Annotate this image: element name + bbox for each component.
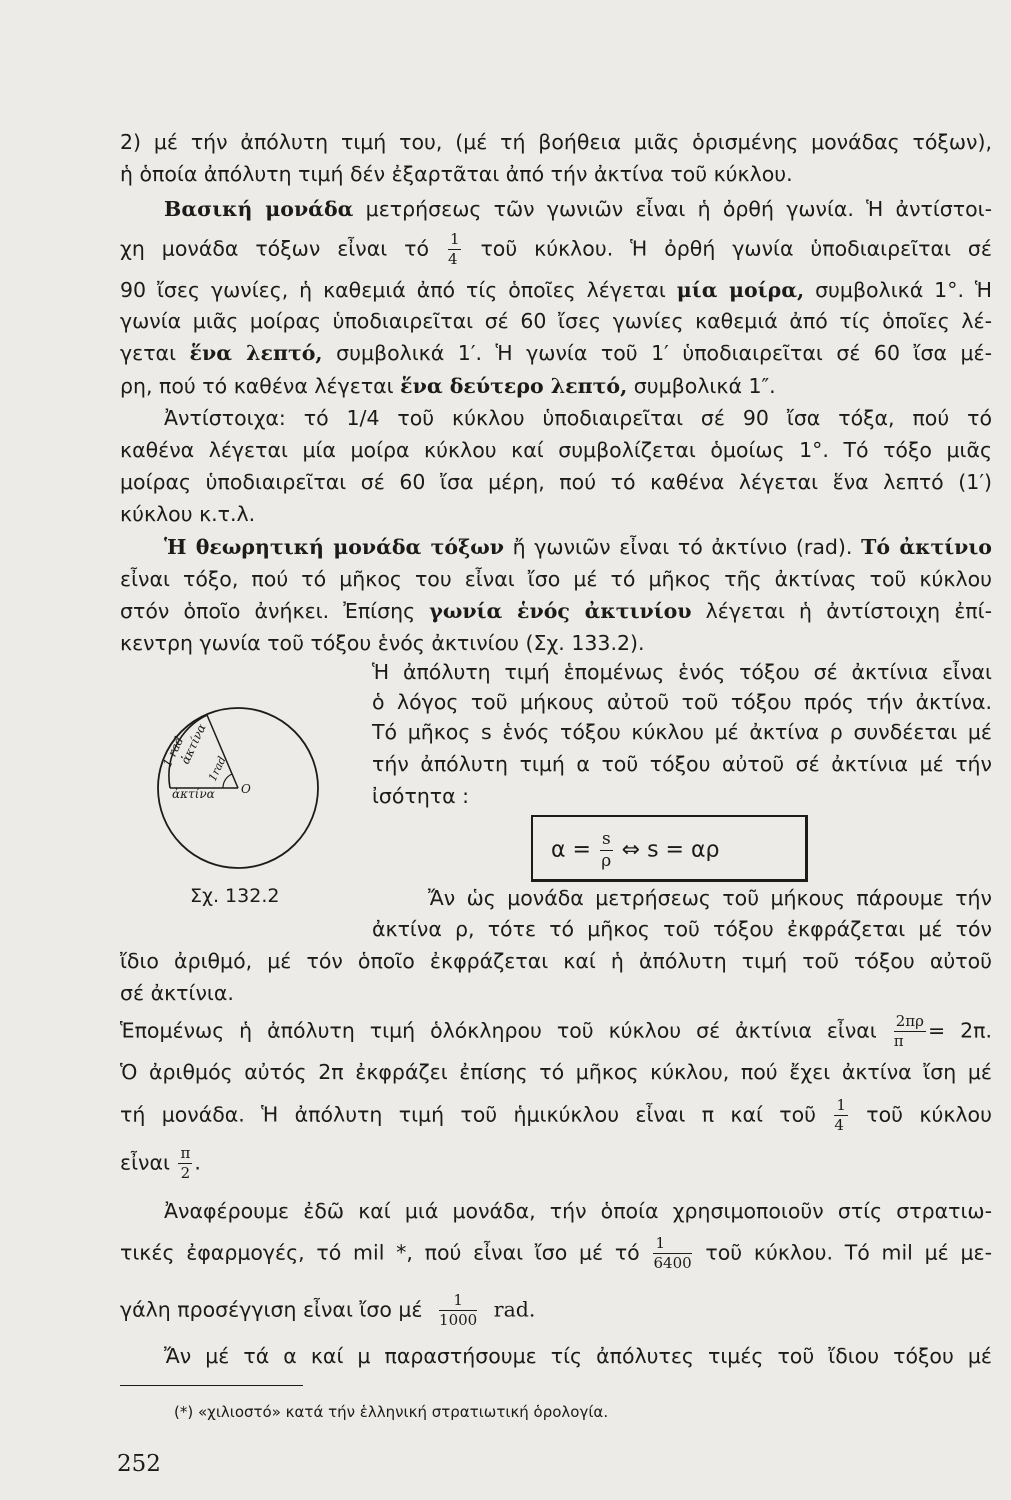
- text-span: ἤ γωνιῶν εἶναι τό ἀκτίνιο (rad).: [503, 535, 862, 559]
- formula-rhs: ⇔ s = αρ: [621, 837, 720, 863]
- text-line: [120, 195, 992, 223]
- text-line: 2) μέ τήν ἀπόλυτη τιμή του, (μέ τή βοήθεια μιᾶς ὁρισμένης μονάδας τόξων),: [120, 130, 992, 154]
- page-number: 252: [117, 1451, 161, 1477]
- text-line: Ὁ ἀριθμός αὐτός 2π ἐκφράζει ἐπίσης τό μῆκος κύκλου, πού ἔχει ἀκτίνα ἴση μέ: [120, 1060, 992, 1084]
- text-line: τήν ἀπόλυτη τιμή α τοῦ τόξου αὐτοῦ σέ ἀκτίνια μέ τήν: [372, 752, 992, 776]
- bold-term: μία μοίρα,: [676, 278, 805, 302]
- text-span: τοῦ κύκλου. Ἡ ὀρθή γωνία ὑποδιαιρεῖται σέ: [480, 236, 992, 261]
- bold-term: ἕνα λεπτό,: [189, 341, 323, 365]
- text-line: [120, 276, 992, 304]
- bold-term: γωνία ἑνός ἀκτινίου: [429, 599, 692, 623]
- text-span: τικές ἐφαρμογές, τό mil *, πού εἶναι ἴσο μέ τό: [120, 1240, 640, 1265]
- radian-circle-figure: [150, 700, 330, 880]
- text-span: .: [194, 1150, 201, 1175]
- text-line: [120, 1236, 992, 1271]
- text-line: ἴδιο ἀριθμό, μέ τόν ὁποῖο ἐκφράζεται καί ἡ ἀπόλυτη τιμή τοῦ τόξου αὐτοῦ: [120, 949, 992, 973]
- text-line: Ἀντίστοιχα: τό 1/4 τοῦ κύκλου ὑποδιαιρεῖται σέ 90 ἴσα τόξα, πού τό: [164, 406, 992, 430]
- text-span: ρη, πού τό καθένα λέγεται: [120, 374, 401, 398]
- fraction: $\frac{1}{6400}$: [653, 1234, 692, 1272]
- text-span: συμβολικά 1″.: [627, 374, 776, 398]
- text-span: συμβολικά 1°. Ἡ: [804, 278, 993, 302]
- rad-label-inner: 1rad: [205, 754, 229, 784]
- fraction: $\frac{1}{1000}$: [439, 1291, 478, 1329]
- text-line: εἶναι τόξο, πού τό μῆκος του εἶναι ἴσο μέ τό μῆκος τῆς ἀκτίνας τοῦ κύκλου: [120, 567, 992, 591]
- text-line: μοίρας ὑποδιαιρεῖται σέ 60 ἴσα μέρη, πού τό καθένα λέγεται ἕνα λεπτό (1′): [120, 470, 992, 494]
- fraction: $\frac{\pi}{2}$: [180, 1144, 191, 1182]
- text-span: στόν ὁποῖο ἀνήκει. Ἐπίσης: [120, 599, 430, 623]
- figure-caption: Σχ. 132.2: [190, 885, 280, 907]
- bold-term: ἕνα δεύτερο λεπτό,: [400, 374, 628, 398]
- footnote: (*) «χιλιοστό» κατά τήν ἑλληνική στρατιωτική ὁρολογία.: [174, 1403, 609, 1421]
- rad-label-outer: 1 rad: [160, 734, 187, 770]
- text-span: γάλη προσέγγιση εἶναι ἴσο μέ: [120, 1297, 423, 1322]
- formula-fraction: $\frac{s}{\rho}$: [601, 829, 612, 871]
- text-span: rad.: [493, 1297, 536, 1322]
- text-span: τοῦ κύκλου: [866, 1102, 992, 1127]
- angle-mark: [223, 774, 232, 788]
- text-span: τοῦ κύκλου. Τό mil μέ με-: [705, 1240, 992, 1265]
- text-span: εἶναι: [120, 1150, 170, 1175]
- text-span: μετρήσεως τῶν γωνιῶν εἶναι ἡ ὀρθή γωνία. Ἡ ἀντίστοι-: [353, 197, 993, 221]
- text-line: ἡ ὁποία ἀπόλυτη τιμή δέν ἐξαρτᾶται ἀπό τήν ἀκτίνα τοῦ κύκλου.: [120, 162, 793, 186]
- formula-box: [531, 815, 808, 882]
- text-line: [120, 232, 992, 267]
- text-line: ὁ λόγος τοῦ μήκους αὐτοῦ τοῦ τόξου πρός τήν ἀκτίνα.: [372, 690, 992, 714]
- text-line: σέ ἀκτίνια.: [120, 981, 234, 1005]
- center-label: O: [241, 782, 251, 796]
- text-line: κύκλου κ.τ.λ.: [120, 502, 256, 526]
- fraction: $\frac{1}{4}$: [834, 1096, 846, 1134]
- text-line: γωνία μιᾶς μοίρας ὑποδιαιρεῖται σέ 60 ἴσες γωνίες καθεμιά ἀπό τίς ὁποῖες λέ-: [120, 309, 992, 333]
- text-line: [120, 339, 992, 367]
- bold-term: Βασική μονάδα: [164, 197, 354, 221]
- text-line: [164, 533, 992, 561]
- text-line: Τό μῆκος s ἑνός τόξου κύκλου μέ ἀκτίνα ρ συνδέεται μέ: [372, 720, 992, 744]
- text-line: Ἡ ἀπόλυτη τιμή ἑπομένως ἑνός τόξου σέ ἀκτίνια εἶναι: [372, 660, 992, 684]
- text-span: τή μονάδα. Ἡ ἀπόλυτη τιμή τοῦ ἡμικύκλου εἶναι π καί τοῦ: [120, 1102, 817, 1127]
- fraction: $\frac{2\pi\rho}{\pi}$: [893, 1012, 924, 1050]
- text-line: Ἄν μέ τά α καί μ παραστήσουμε τίς ἀπόλυτες τιμές τοῦ ἴδιου τόξου μέ: [164, 1344, 992, 1368]
- text-line: [120, 372, 776, 400]
- text-line: [120, 1293, 535, 1328]
- footnote-rule: [120, 1385, 303, 1386]
- text-line: [120, 1014, 992, 1049]
- text-line: ἀκτίνα ρ, τότε τό μῆκος τοῦ τόξου ἐκφράζεται μέ τόν: [372, 917, 992, 941]
- text-line: κεντρη γωνία τοῦ τόξου ἑνός ἀκτινίου (Σχ. 133.2).: [120, 631, 645, 655]
- text-line: ἰσότητα :: [372, 784, 470, 808]
- bold-term: Ἡ θεωρητική μονάδα τόξων: [164, 535, 504, 559]
- bold-term: Τό ἀκτίνιο: [861, 535, 992, 559]
- text-span: χη μονάδα τόξων εἶναι τό: [120, 236, 429, 261]
- radius-label: ἀκτίνα: [172, 787, 215, 801]
- arc-label: ἀκτίνα: [178, 721, 209, 767]
- text-span: Ἑπομένως ἡ ἀπόλυτη τιμή ὁλόκληρου τοῦ κύκλου σέ ἀκτίνια εἶναι: [120, 1018, 877, 1043]
- formula: [551, 831, 719, 870]
- text-line: [120, 1098, 992, 1133]
- fraction: $\frac{1}{4}$: [447, 230, 460, 268]
- text-span: συμβολικά 1′. Ἡ γωνία τοῦ 1′ ὑποδιαιρεῖται σέ 60 ἴσα μέ-: [322, 341, 993, 365]
- text-line: καθένα λέγεται μία μοίρα κύκλου καί συμβολίζεται ὁμοίως 1°. Τό τόξο μιᾶς: [120, 438, 992, 462]
- formula-lhs: α =: [551, 837, 591, 863]
- text-line: Ἀναφέρουμε ἐδῶ καί μιά μονάδα, τήν ὁποία χρησιμοποιοῦν στίς στρατιω-: [164, 1199, 992, 1223]
- text-line: [120, 597, 992, 625]
- text-span: 90 ἴσες γωνίες, ἡ καθεμιά ἀπό τίς ὁποῖες λέγεται: [120, 278, 677, 302]
- text-line: [120, 1146, 201, 1181]
- text-span: λέγεται ἡ ἀντίστοιχη ἐπί-: [691, 599, 992, 623]
- text-span: γεται: [120, 341, 190, 365]
- text-line: Ἄν ὡς μονάδα μετρήσεως τοῦ μήκους πάρουμε τήν: [428, 886, 992, 910]
- text-span: = 2π.: [927, 1018, 992, 1043]
